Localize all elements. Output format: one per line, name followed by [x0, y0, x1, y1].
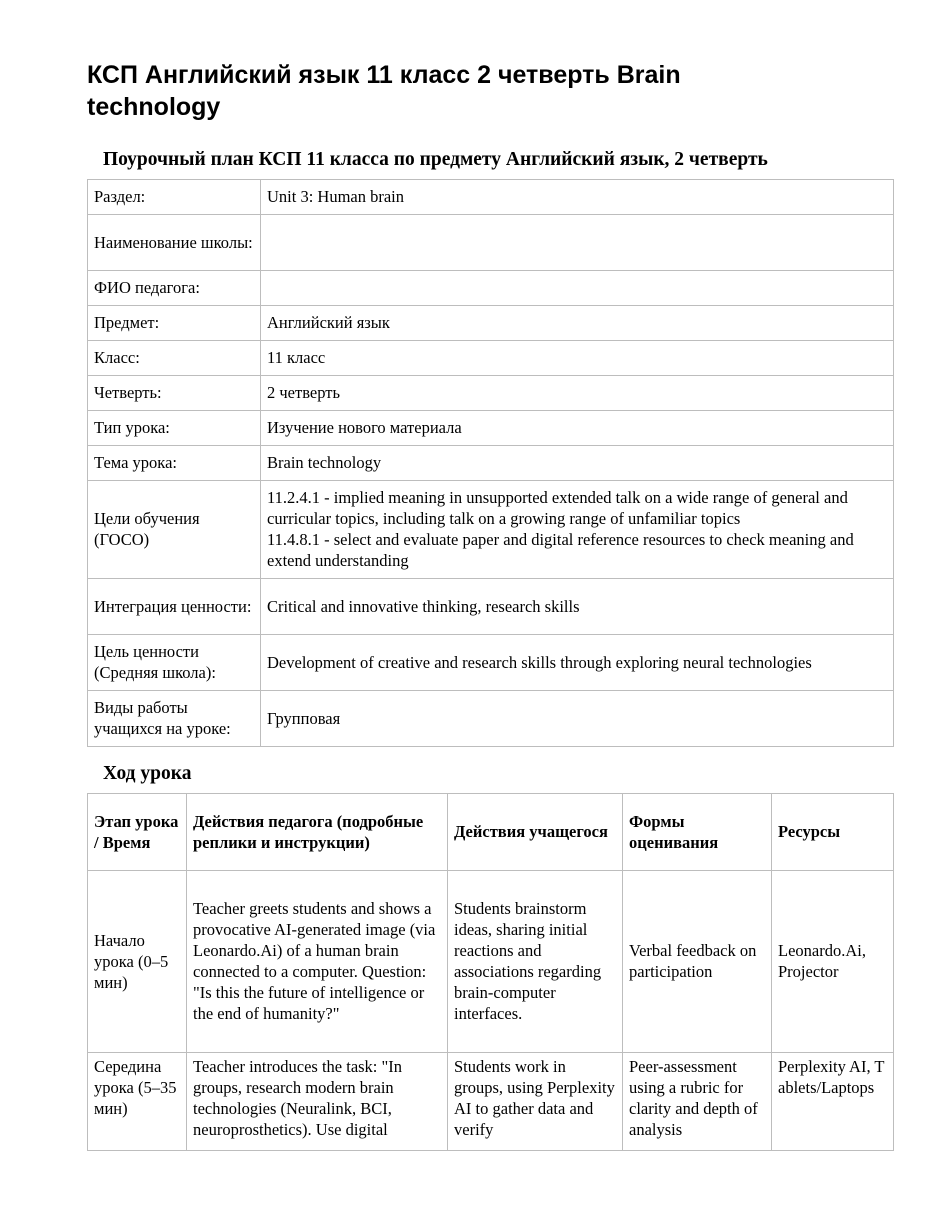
info-label: Тема урока: [88, 446, 261, 481]
header-assessment: Формы оценивания [623, 794, 772, 871]
resources-cell: Leonardo.Ai, Projector [772, 871, 894, 1053]
info-row-value-integration [88, 579, 894, 635]
info-value [261, 481, 894, 579]
header-student-actions: Действия учащегося [448, 794, 623, 871]
table-row [88, 871, 894, 1053]
assessment-cell: Peer-assessment using a rubric for clarity and depth of analysis [623, 1053, 772, 1151]
teacher-cell: Teacher introduces the task: "In groups, research modern brain technologies (Neuralink, BCI, neuroprosthetics). Use digital [187, 1053, 448, 1151]
teacher-cell: Teacher greets students and shows a provocative AI-generated image (via Leonardo.Ai) of a human brain connected to a computer. Question: "Is this the future of intelligence or the end of humanity?" [187, 871, 448, 1053]
info-row-school [88, 215, 894, 271]
info-label: ФИО педагога: [88, 271, 261, 306]
info-label: Четверть: [88, 376, 261, 411]
info-label: Цели обучения (ГОСО) [88, 481, 261, 579]
header-teacher-actions: Действия педагога (подробные реплики и инструкции) [187, 794, 448, 871]
stage-cell: Начало урока (0–5 мин) [88, 871, 187, 1053]
student-cell: Students work in groups, using Perplexity AI to gather data and verify [448, 1053, 623, 1151]
info-value: Brain technology [261, 446, 894, 481]
info-value: 2 четверть [261, 376, 894, 411]
info-row-teacher [88, 271, 894, 306]
info-value: Групповая [261, 691, 894, 747]
resources-cell: Perplexity AI, Tablets/Laptops [772, 1053, 894, 1151]
info-value: Английский язык [261, 306, 894, 341]
info-row-lesson-type [88, 411, 894, 446]
info-label: Тип урока: [88, 411, 261, 446]
table-row [88, 1053, 894, 1151]
info-row-subject [88, 306, 894, 341]
info-row-objectives [88, 481, 894, 579]
info-value: Development of creative and research skills through exploring neural technologies [261, 635, 894, 691]
plan-heading: Поурочный план КСП 11 класса по предмету Английский язык, 2 четверть [103, 149, 768, 170]
info-value [261, 215, 894, 271]
assessment-cell: Verbal feedback on participation [623, 871, 772, 1053]
info-row-value-goal [88, 635, 894, 691]
info-label: Раздел: [88, 180, 261, 215]
info-row-grade [88, 341, 894, 376]
info-label: Виды работы учащихся на уроке: [88, 691, 261, 747]
info-value: Critical and innovative thinking, research skills [261, 579, 894, 635]
info-label: Предмет: [88, 306, 261, 341]
info-value: 11 класс [261, 341, 894, 376]
info-row-section [88, 180, 894, 215]
info-value: Unit 3: Human brain [261, 180, 894, 215]
lesson-header-row [88, 794, 894, 871]
header-stage: Этап урока / Время [88, 794, 187, 871]
objective-1: 11.2.4.1 - implied meaning in unsupported extended talk on a wide range of general and curricular topics, including talk on a growing range of unfamiliar topics [267, 488, 848, 528]
info-value: Изучение нового материала [261, 411, 894, 446]
stage-cell: Середина урока (5–35 мин) [88, 1053, 187, 1151]
info-row-quarter [88, 376, 894, 411]
lesson-info-table [87, 179, 894, 747]
info-label: Цель ценности (Средняя школа): [88, 635, 261, 691]
lesson-heading: Ход урока [103, 763, 192, 784]
student-cell: Students brainstorm ideas, sharing initial reactions and associations regarding brain-computer interfaces. [448, 871, 623, 1053]
lesson-flow-table [87, 793, 894, 1151]
info-label: Интеграция ценности: [88, 579, 261, 635]
info-row-work-types [88, 691, 894, 747]
document-title: КСП Английский язык 11 класс 2 четверть Brain technology [87, 61, 681, 121]
header-resources: Ресурсы [772, 794, 894, 871]
info-label: Наименование школы: [88, 215, 261, 271]
objective-2: 11.4.8.1 - select and evaluate paper and digital reference resources to check meaning and extend understanding [267, 530, 854, 570]
info-row-topic [88, 446, 894, 481]
info-value [261, 271, 894, 306]
info-label: Класс: [88, 341, 261, 376]
